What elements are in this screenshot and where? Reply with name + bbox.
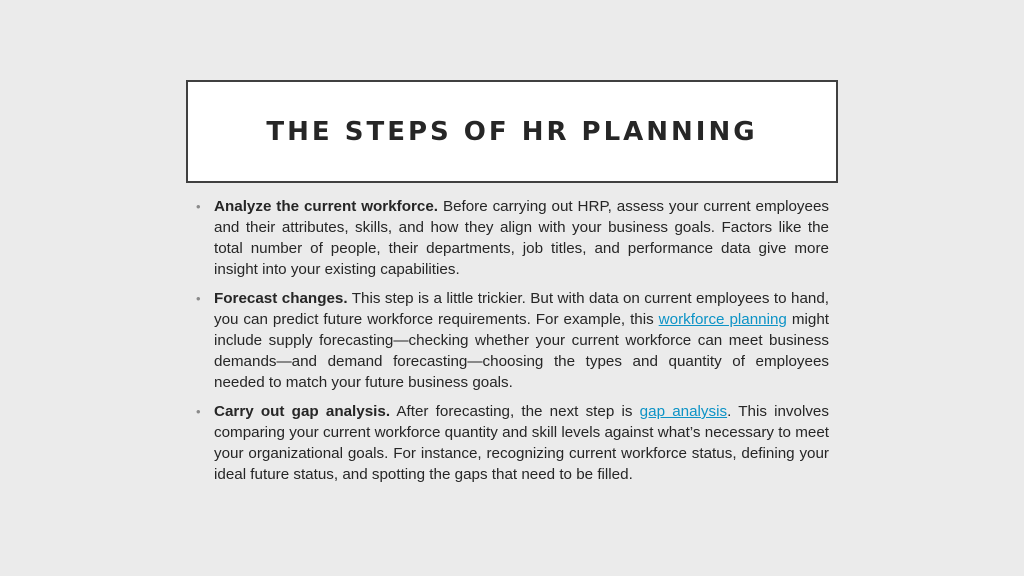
bullet-text: Before carrying out HRP, assess your current employees and their attributes, skills, and how they align with your business goals. Factors like the total number of people, their departments, job titles, and performance data give more insight into your existing capabilities. xyxy=(214,198,829,278)
bullet-text-continued: . This involves comparing your current workforce quantity and skill levels against what’s necessary to meet your organizational goals. For instance, recognizing current workforce status, defining your ideal future status, and spotting the gaps that need to be filled. xyxy=(214,403,829,483)
bullet-heading: Forecast changes. xyxy=(214,290,348,307)
gap-analysis-link[interactable]: gap analysis xyxy=(639,403,728,420)
bullet-icon: • xyxy=(196,291,201,306)
bullet-text: This step is a little trickier. But with data on current employees to hand, you can predict future workforce requirements. For example, this xyxy=(214,290,829,328)
workforce-planning-link[interactable]: workforce planning xyxy=(658,311,787,328)
bullet-analyze-workforce xyxy=(196,196,829,280)
bullet-heading: Carry out gap analysis. xyxy=(214,403,391,420)
title-box xyxy=(186,80,838,183)
bullet-icon: • xyxy=(196,199,201,214)
bullet-gap-analysis xyxy=(196,401,829,485)
bullet-list xyxy=(196,196,829,493)
page-title: THE STEPS OF HR PLANNING xyxy=(266,116,758,147)
bullet-forecast-changes xyxy=(196,288,829,393)
bullet-text: After forecasting, the next step is xyxy=(396,403,633,420)
bullet-icon: • xyxy=(196,404,201,419)
bullet-text-continued: might include supply forecasting—checking whether your current workforce can meet business demands—and demand forecasting—choosing the types and quantity of employees needed to match your future business goals. xyxy=(214,311,829,391)
bullet-heading: Analyze the current workforce. xyxy=(214,198,439,215)
